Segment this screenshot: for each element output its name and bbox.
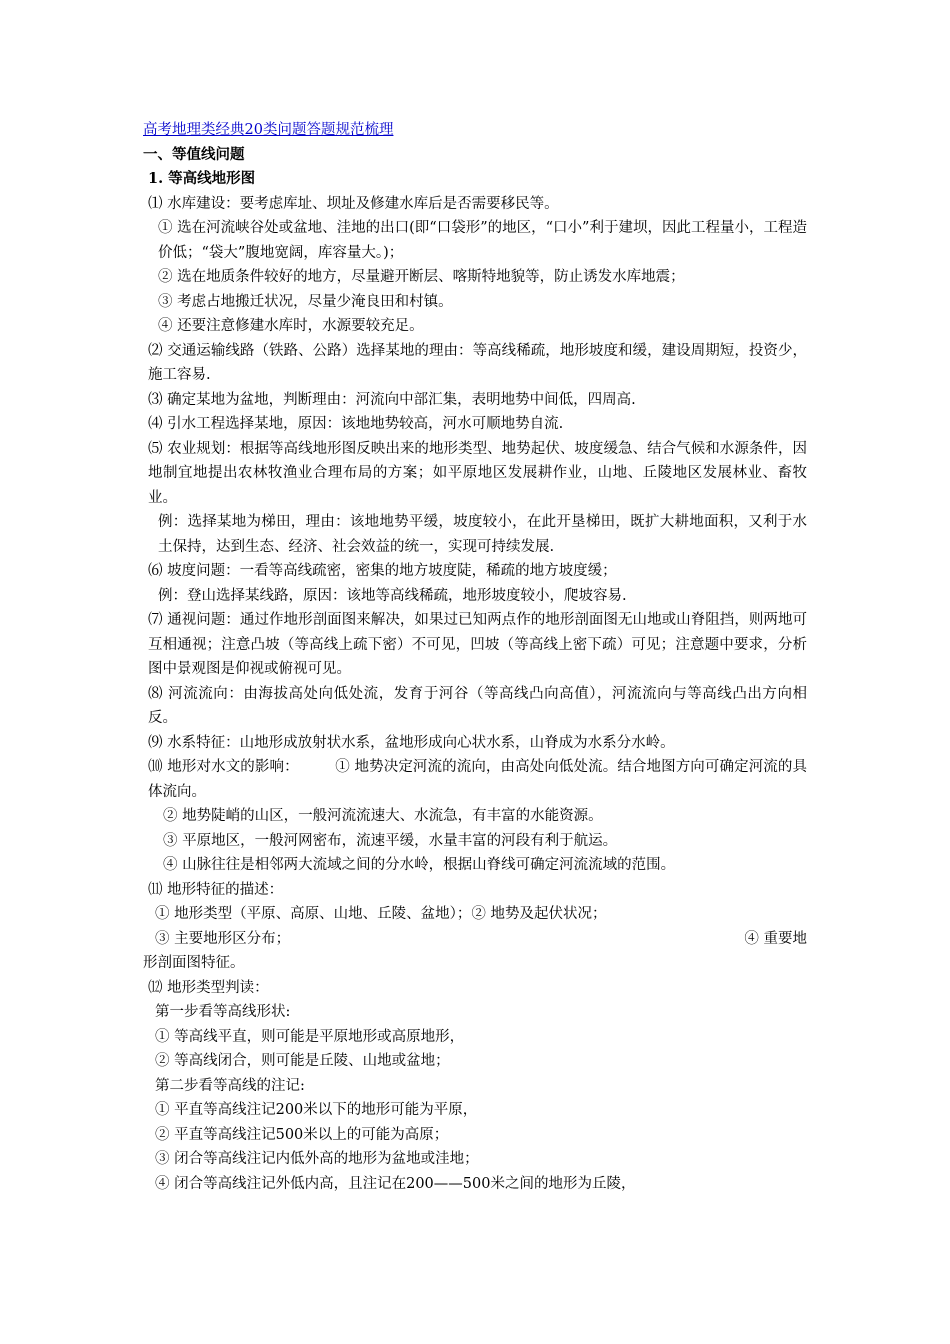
paragraph-right: ④ 重要地: [744, 930, 807, 947]
paragraph: ⑹ 坡度问题：一看等高线疏密，密集的地方坡度陡，稀疏的地方坡度缓；: [148, 563, 617, 579]
step-heading: 第二步看等高线的注记:: [155, 1077, 305, 1094]
subsection-heading: 1. 等高线地形图: [148, 170, 256, 187]
paragraph: 形剖面图特征。: [143, 955, 245, 971]
list-item: ③ 闭合等高线注记内低外高的地形为盆地或洼地；: [155, 1151, 479, 1167]
paragraph: ⑴ 水库建设：要考虑库址、坝址及修建水库后是否需要移民等。: [148, 195, 559, 212]
paragraph: ⑿ 地形类型判读：: [148, 979, 269, 996]
example-paragraph: 例：选择某地为梯田，理由：该地地势平缓，坡度较小，在此开垦梯田，既扩大耕地面积，又利于水土保持，达到生态、经济、社会效益的统一，实现可持续发展.: [158, 514, 807, 555]
paragraph: ① 地形类型（平原、高原、山地、丘陵、盆地）；② 地势及起伏状况；: [155, 906, 607, 922]
section-heading: 一、等值线问题: [143, 145, 245, 163]
paragraph: ⑸ 农业规划：根据等高线地形图反映出来的地形类型、地势起伏、坡度缓急、结合气候和水源条件，因地制宜地提出农林牧渔业合理布局的方案；如平原地区发展耕作业，山地、丘陵地区发展林业、畜牧业。: [148, 440, 807, 506]
paragraph: ③ 考虑占地搬迁状况，尽量少淹良田和村镇。: [158, 293, 453, 310]
paragraph-split-line: [143, 927, 807, 952]
step-heading: 第一步看等高线形状:: [155, 1004, 291, 1020]
list-item: ② 等高线闭合，则可能是丘陵、山地或盆地；: [155, 1053, 450, 1069]
paragraph: ⑼ 水系特征：山地形成放射状水系，盆地形成向心状水系，山脊成为水系分水岭。: [148, 734, 675, 751]
example-paragraph: 例：登山选择某线路，原因：该地等高线稀疏，地形坡度较小，爬坡容易.: [158, 587, 627, 604]
paragraph: ⑶ 确定某地为盆地，判断理由：河流向中部汇集，表明地势中间低，四周高.: [148, 391, 636, 408]
list-item: ① 等高线平直，则可能是平原地形或高原地形，: [155, 1028, 465, 1045]
paragraph: ③ 平原地区，一般河网密布，流速平缓，水量丰富的河段有利于航运。: [163, 832, 618, 849]
paragraph: ② 选在地质条件较好的地方，尽量避开断层、喀斯特地貌等，防止诱发水库地震；: [158, 269, 685, 285]
paragraph: ⑺ 通视问题：通过作地形剖面图来解决，如果过已知两点作的地形剖面图无山地或山脊阻挡，则两地可互相通视；注意凸坡（等高线上疏下密）不可见，凹坡（等高线上密下疏）可见；注意题中要求，分析图中景观图是仰视或俯视可见。: [148, 612, 807, 677]
paragraph: ⑾ 地形特征的描述：: [148, 881, 284, 898]
paragraph-left: ③ 主要地形区分布；: [155, 930, 291, 947]
document-page: [143, 118, 807, 1196]
paragraph: ⑵ 交通运输线路（铁路、公路）选择某地的理由：等高线稀疏，地形坡度和缓，建设周期短，投资少，施工容易.: [148, 342, 807, 383]
paragraph: ⑻ 河流流向：由海拔高处向低处流，发育于河谷（等高线凸向高值），河流流向与等高线凸出方向相反。: [148, 685, 807, 726]
paragraph: ⑽ 地形对水文的影响： ① 地势决定河流的流向，由高处向低处流。结合地图方向可确定河流的具体流向。: [148, 759, 807, 800]
paragraph: ⑷ 引水工程选择某地，原因：该地地势较高，河水可顺地势自流.: [148, 416, 564, 432]
paragraph: ④ 山脉往往是相邻两大流域之间的分水岭，根据山脊线可确定河流流域的范围。: [163, 857, 676, 873]
document-title-link[interactable]: 高考地理类经典20类问题答题规范梳理: [143, 122, 394, 138]
list-item: ① 平直等高线注记200米以下的地形可能为平原，: [155, 1102, 478, 1118]
list-item: ④ 闭合等高线注记外低内高，且注记在200——500米之间的地形为丘陵，: [155, 1175, 636, 1192]
paragraph: ① 选在河流峡谷处或盆地、洼地的出口(即“口袋形”的地区，“口小”利于建坝，因此工程量小，工程造价低；“袋大”腹地宽阔，库容量大。)；: [158, 220, 807, 261]
paragraph: ② 地势陡峭的山区，一般河流流速大、水流急，有丰富的水能资源。: [163, 808, 603, 824]
paragraph: ④ 还要注意修建水库时，水源要较充足。: [158, 318, 424, 334]
list-item: ② 平直等高线注记500米以上的可能为高原；: [155, 1126, 449, 1143]
